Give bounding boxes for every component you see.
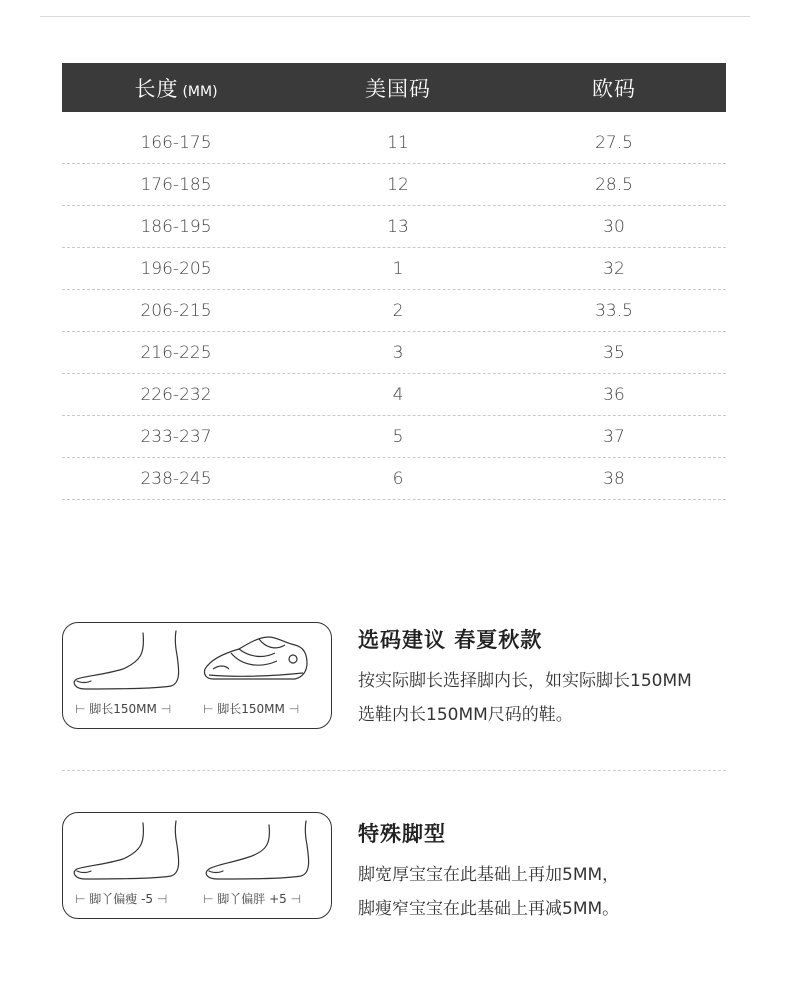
cell-length: 186-195 xyxy=(140,216,212,237)
shoe-icon xyxy=(204,637,307,679)
header-length: 长度 (MM) xyxy=(134,76,218,101)
cell-us: 6 xyxy=(392,468,404,489)
cell-length: 166-175 xyxy=(140,132,212,153)
table-row xyxy=(62,458,726,500)
cell-us: 3 xyxy=(392,342,404,363)
tip1-line1: 按实际脚长选择脚内长，如实际脚长150MM xyxy=(358,671,692,691)
cell-us: 2 xyxy=(392,300,404,321)
top-divider xyxy=(40,16,750,17)
cell-us: 13 xyxy=(387,216,409,237)
table-header xyxy=(62,63,726,112)
cell-eu: 38 xyxy=(603,468,625,489)
foot-icon xyxy=(74,631,178,689)
cell-eu: 30 xyxy=(603,216,625,237)
cell-us: 4 xyxy=(392,384,404,405)
cell-length: 176-185 xyxy=(140,174,212,195)
tip1-title: 选码建议 春夏秋款 xyxy=(358,628,543,652)
foot-icon xyxy=(74,821,178,879)
table-row xyxy=(62,164,726,206)
cell-eu: 37 xyxy=(603,426,625,447)
cell-length: 238-245 xyxy=(140,468,212,489)
tip2-line1: 脚宽厚宝宝在此基础上再加5MM， xyxy=(358,865,620,885)
size-chart-table xyxy=(62,63,726,500)
cell-length: 226-232 xyxy=(140,384,212,405)
table-row xyxy=(62,374,726,416)
cell-length: 216-225 xyxy=(140,342,212,363)
cell-eu: 32 xyxy=(603,258,625,279)
cell-length: 206-215 xyxy=(140,300,212,321)
table-row xyxy=(62,248,726,290)
tip2-title: 特殊脚型 xyxy=(358,822,446,846)
cell-us: 12 xyxy=(387,174,409,195)
caption-left: ⊢ 脚丫偏瘦 -5 ⊣ xyxy=(75,892,168,906)
header-eu-size: 欧码 xyxy=(592,76,636,101)
foot-length-illustration xyxy=(62,622,332,729)
foot-icon xyxy=(206,821,308,879)
tip2-line2: 脚瘦窄宝宝在此基础上再减5MM。 xyxy=(358,899,620,919)
cell-us: 11 xyxy=(387,132,409,153)
cell-us: 5 xyxy=(392,426,404,447)
foot-type-illustration xyxy=(62,812,332,919)
header-us-size: 美国码 xyxy=(365,76,431,101)
table-body xyxy=(62,112,726,500)
table-row xyxy=(62,290,726,332)
caption-right: ⊢ 脚丫偏胖 +5 ⊣ xyxy=(203,892,302,906)
tip1-line2: 选鞋内长150MM尺码的鞋。 xyxy=(358,705,573,725)
cell-eu: 28.5 xyxy=(595,174,633,195)
cell-eu: 27.5 xyxy=(595,132,633,153)
table-row xyxy=(62,332,726,374)
caption-right: ⊢ 脚长150MM ⊣ xyxy=(203,702,300,716)
table-row xyxy=(62,416,726,458)
table-row xyxy=(62,206,726,248)
cell-eu: 33.5 xyxy=(595,300,633,321)
cell-eu: 35 xyxy=(603,342,625,363)
section-divider xyxy=(62,770,726,771)
cell-eu: 36 xyxy=(603,384,625,405)
caption-left: ⊢ 脚长150MM ⊣ xyxy=(75,702,172,716)
cell-length: 196-205 xyxy=(140,258,212,279)
cell-us: 1 xyxy=(392,258,404,279)
cell-length: 233-237 xyxy=(140,426,212,447)
table-row xyxy=(62,122,726,164)
